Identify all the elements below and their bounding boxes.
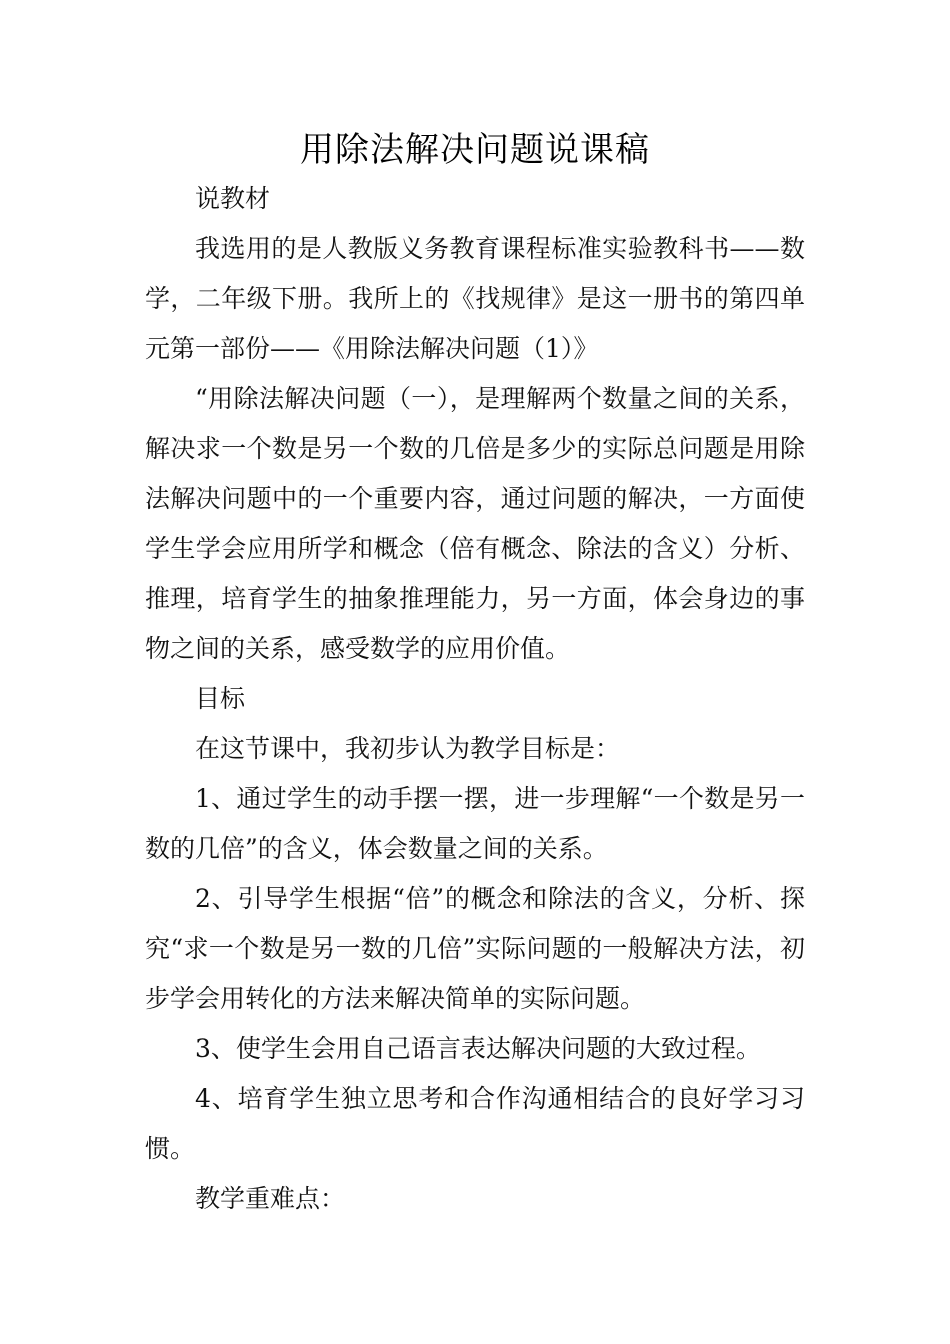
paragraph-content-importance: “用除法解决问题（一），是理解两个数量之间的关系，解决求一个数是另一个数的几倍是多少的实际总问题是用除法解决问题中的一个重要内容，通过问题的解决，一方面使学生学会应用所学和概念（倍有概念、除法的含义）分析、推理，培育学生的抽象推理能力，另一方面，体会身边的事物之间的关系，感受数学的应用价值。 bbox=[145, 384, 805, 663]
paragraph-textbook-description: 我选用的是人教版义务教育课程标准实验教科书——数学，二年级下册。我所上的《找规律》是这一册书的第四单元第一部份——《用除法解决问题（1）》 bbox=[145, 234, 805, 363]
paragraph-section-heading-key-points: 教学重难点： bbox=[195, 1184, 346, 1213]
document-title: 用除法解决问题说课稿 bbox=[300, 130, 650, 170]
paragraph-goal-1: 1、通过学生的动手摆一摆，进一步理解“一个数是另一数的几倍”的含义，体会数量之间的关系。 bbox=[145, 784, 805, 863]
paragraph-section-heading-textbook: 说教材 bbox=[195, 184, 271, 213]
paragraph-goal-4: 4、培育学生独立思考和合作沟通相结合的良好学习习惯。 bbox=[145, 1084, 805, 1163]
paragraph-goal-2: 2、引导学生根据“倍”的概念和除法的含义，分析、探究“求一个数是另一数的几倍”实际问题的一般解决方法，初步学会用转化的方法来解决简单的实际问题。 bbox=[145, 884, 805, 1013]
paragraph-section-heading-goals: 目标 bbox=[195, 684, 246, 713]
document-body bbox=[145, 174, 805, 1224]
paragraph-goals-intro: 在这节课中，我初步认为教学目标是： bbox=[195, 734, 621, 763]
paragraph-goal-3: 3、使学生会用自己语言表达解决问题的大致过程。 bbox=[195, 1034, 761, 1063]
